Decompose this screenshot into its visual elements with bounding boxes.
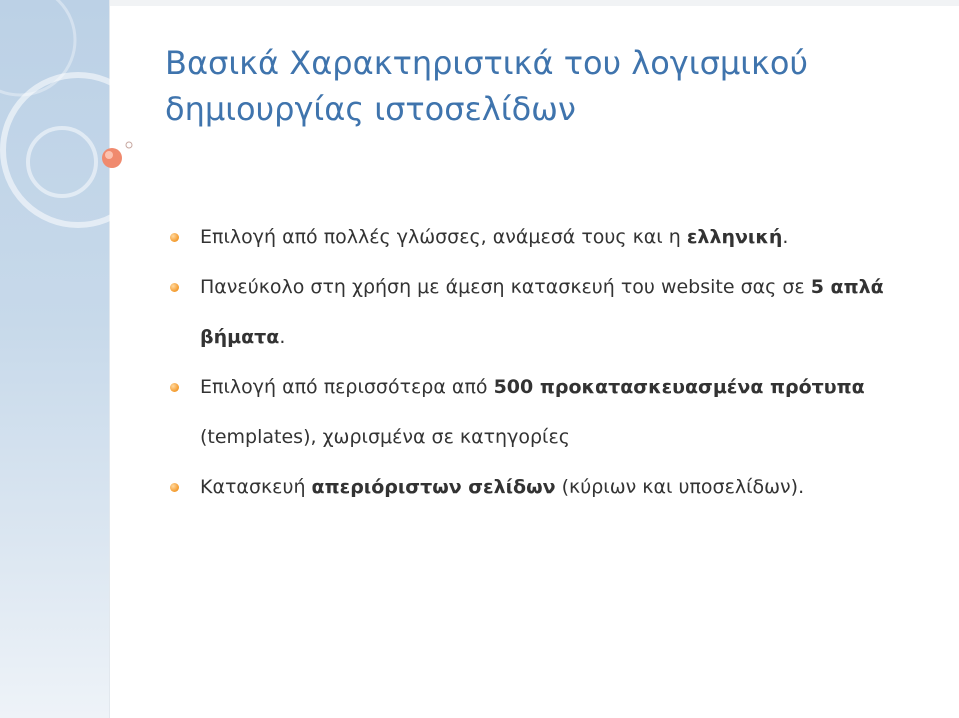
bullet-icon (170, 283, 179, 292)
decorative-circles (0, 0, 160, 260)
bullet-icon (170, 233, 179, 242)
bullet-text: . (279, 326, 286, 348)
bullet-list (170, 212, 940, 512)
orange-dot (102, 148, 122, 168)
bullet-text: Επιλογή από πολλές γλώσσες, ανάμεσά τους και η (200, 226, 687, 248)
bullet-text: (κύριων και υποσελίδων). (555, 476, 805, 498)
bullet-item (170, 262, 940, 362)
arc-ring (0, 0, 75, 95)
slide-title: Βασικά Χαρακτηριστικά του λογισμικού δημιουργίας ιστοσελίδων (165, 44, 808, 128)
bullet-item (170, 362, 940, 462)
bullet-bold-text: 5 απλά βήματα (200, 276, 884, 348)
orange-dot-highlight (105, 151, 113, 159)
bullet-item (170, 462, 940, 512)
bullet-text: (templates), χωρισμένα σε κατηγορίες (200, 426, 570, 448)
bullet-item (170, 212, 940, 262)
top-band (110, 0, 959, 6)
bullet-text: Επιλογή από περισσότερα από (200, 376, 494, 398)
bullet-icon (170, 383, 179, 392)
bullet-icon (170, 483, 179, 492)
bullet-text: . (782, 226, 789, 248)
bullet-text: Πανεύκολο στη χρήση με άμεση κατασκευή του website σας σε (200, 276, 811, 298)
bullet-bold-text: 500 προκατασκευασμένα πρότυπα (493, 376, 865, 398)
bullet-bold-text: απεριόριστων σελίδων (311, 476, 556, 498)
small-ring (28, 128, 96, 196)
tiny-dot (126, 142, 132, 148)
bullet-bold-text: ελληνική (686, 226, 783, 248)
bullet-text: Κατασκευή (200, 476, 312, 498)
large-ring (3, 75, 153, 225)
